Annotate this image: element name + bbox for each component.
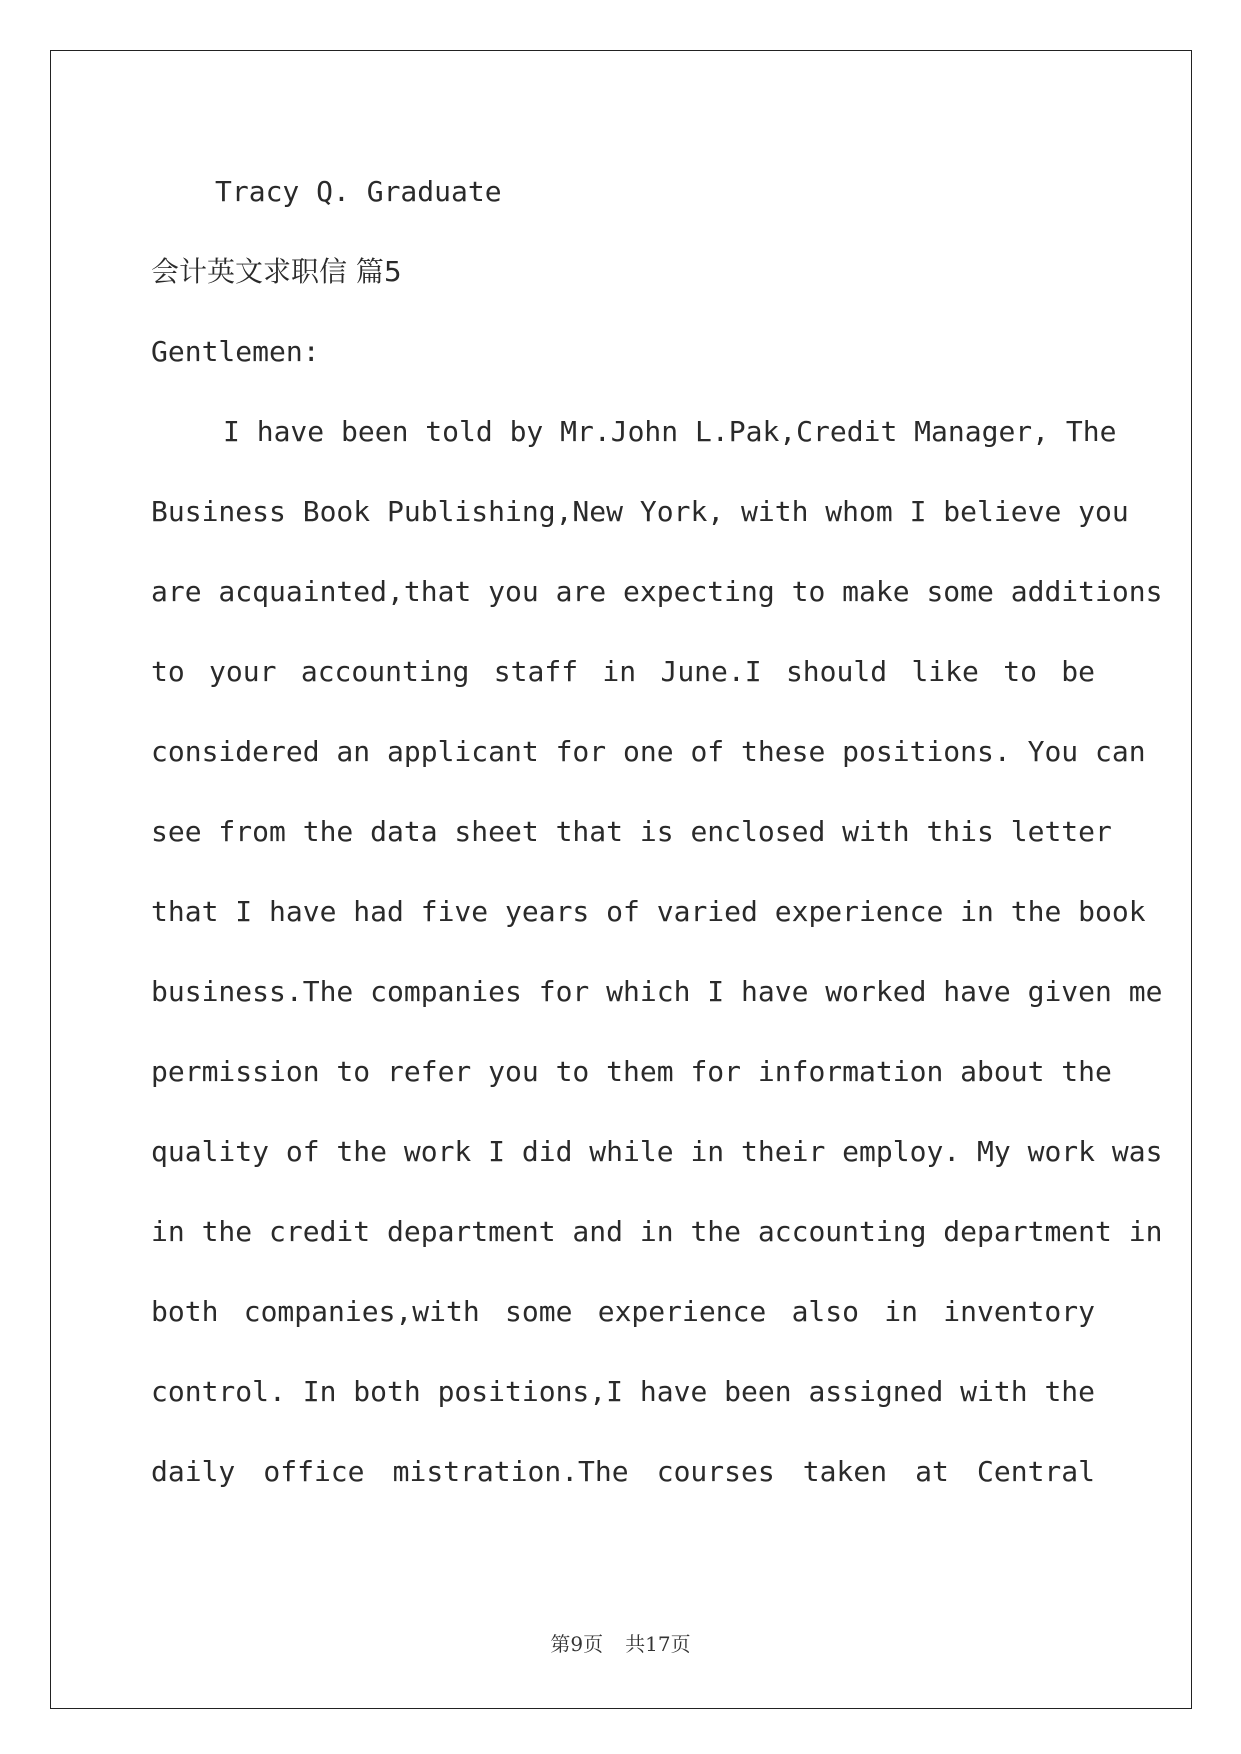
paragraph-line: control. In both positions,I have been assigned with the (151, 1375, 1096, 1408)
paragraph-line: permission to refer you to them for information about the (151, 1055, 1112, 1088)
salutation: Gentlemen: (151, 335, 320, 368)
paragraph-line: to your accounting staff in June.I should like to be (151, 655, 1095, 688)
paragraph-line: are acquainted,that you are expecting to make some additions (151, 575, 1163, 608)
paragraph-line: quality of the work I did while in their employ. My work was (151, 1135, 1163, 1168)
paragraph-line: business.The companies for which I have worked have given me (151, 975, 1163, 1008)
section-heading: 会计英文求职信 篇5 (151, 255, 402, 288)
page-number: 第9页 (550, 1632, 604, 1656)
signature-name: Tracy Q. Graduate (215, 175, 502, 208)
page-footer (0, 1628, 1241, 1657)
paragraph-line: see from the data sheet that is enclosed with this letter (151, 815, 1112, 848)
paragraph-line: considered an applicant for one of these positions. You can (151, 735, 1146, 768)
paragraph-line: daily office mistration.The courses taken at Central (151, 1455, 1095, 1488)
paragraph-line: Business Book Publishing,New York, with whom I believe you (151, 495, 1129, 528)
paragraph-line: in the credit department and in the accounting department in (151, 1215, 1163, 1248)
paragraph-line: I have been told by Mr.John L.Pak,Credit Manager, The (223, 415, 1117, 448)
paragraph-line: that I have had five years of varied experience in the book (151, 895, 1146, 928)
paragraph-line: both companies,with some experience also in inventory (151, 1295, 1095, 1328)
page-total: 共17页 (625, 1632, 691, 1656)
